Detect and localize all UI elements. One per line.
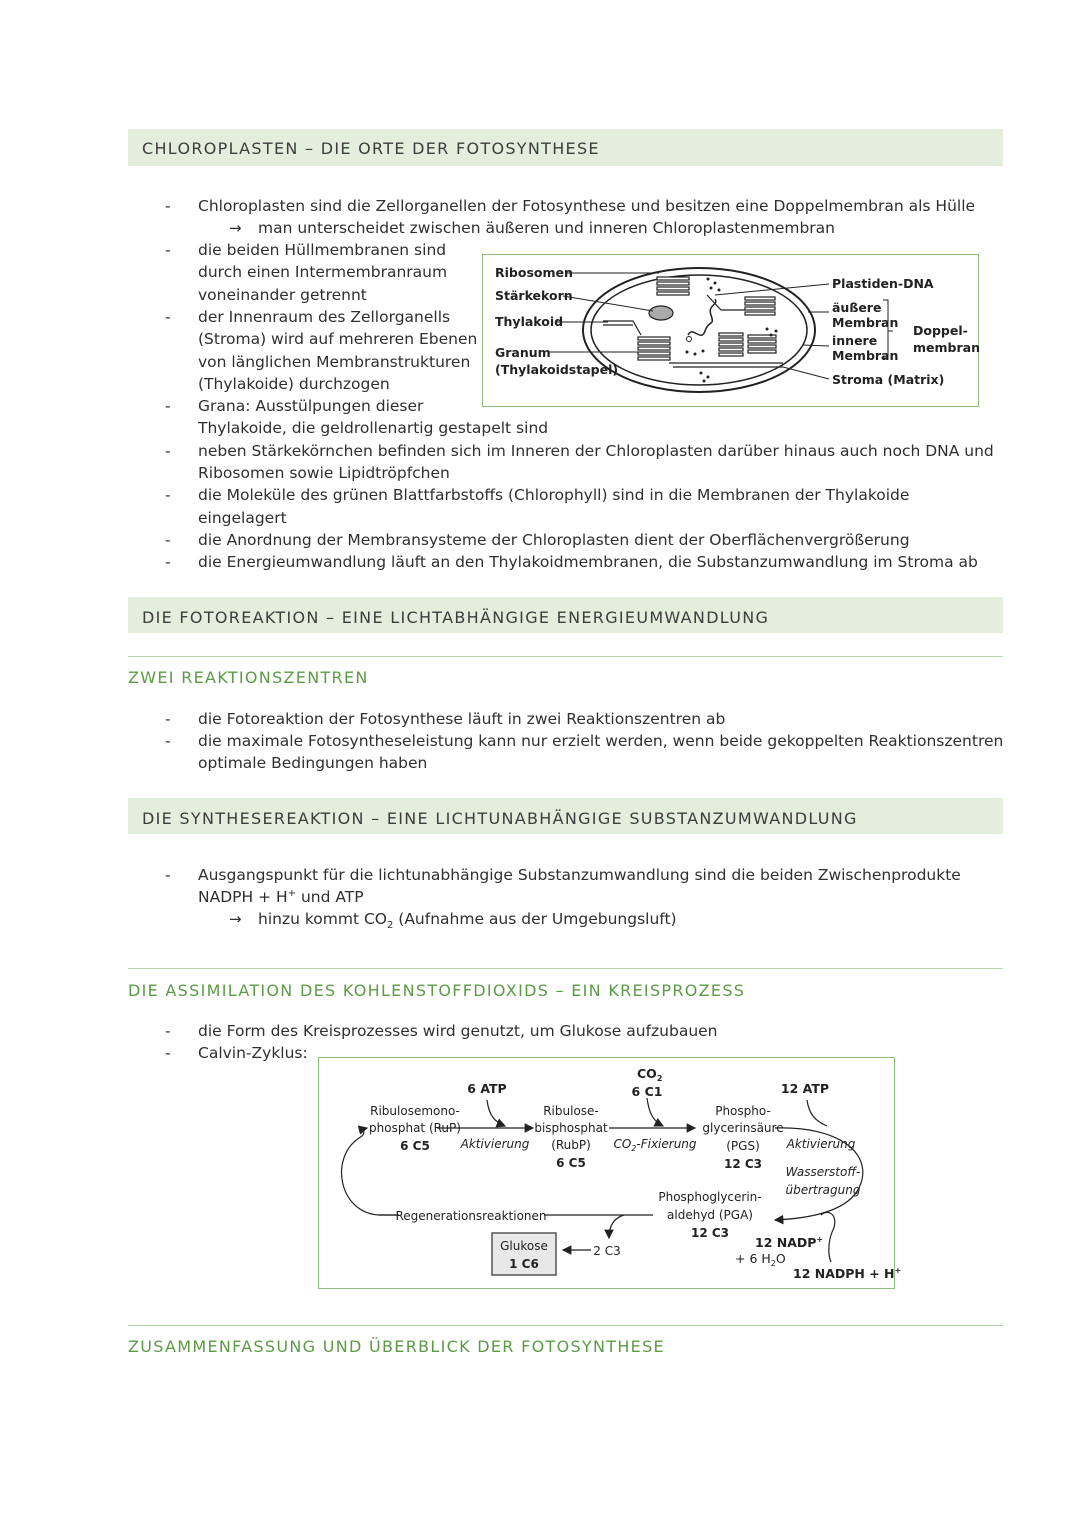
bullet-dash: -	[165, 442, 171, 460]
label-doppel: Doppel-	[913, 323, 968, 338]
granum-stack	[719, 333, 743, 356]
calvin-cycle-illustration	[319, 1058, 902, 1288]
label-rubp: bisphosphat	[534, 1121, 608, 1135]
text-line: (Stroma) wird auf mehreren Ebenen	[198, 330, 478, 348]
divider	[128, 968, 1003, 969]
label-aeussere: äußere	[832, 300, 882, 315]
label-doppelmembran: membran	[913, 340, 980, 355]
calvin-cycle-diagram	[318, 1057, 902, 1289]
section-title: DIE FOTOREAKTION – EINE LICHTABHÄNGIGE ENERGIEUMWANDLUNG	[142, 608, 770, 627]
bullet-dash: -	[165, 397, 171, 415]
text-line: NADPH + H+ und ATP	[198, 888, 364, 907]
bullet-dash: -	[165, 710, 171, 728]
arrow-right-icon: →	[229, 910, 242, 928]
divider	[128, 656, 1003, 657]
text-line: Chloroplasten sind die Zellorganellen der Fotosynthese und besitzen eine Doppelmembran als Hülle	[198, 197, 976, 215]
label-innere: innere	[832, 333, 878, 348]
text-line: Thylakoide, die geldrollenartig gestapelt sind	[198, 419, 549, 437]
bullet-dash: -	[165, 531, 171, 549]
label-wasserstoff: Wasserstoff-	[785, 1165, 861, 1179]
label-rup: Ribulosemono-	[370, 1104, 460, 1118]
label-water: + 6 $H_2O$	[735, 1251, 786, 1268]
subheading-reaktionszentren: ZWEI REAKTIONSZENTREN	[128, 668, 369, 687]
text-line: die Moleküle des grünen Blattfarbstoffs (Chlorophyll) sind in die Membranen der Thylakoide	[198, 486, 910, 504]
label-nadp: 12 NADP+	[755, 1235, 824, 1250]
label-aktivierung: Aktivierung	[786, 1137, 856, 1151]
granum-stack	[745, 297, 775, 315]
bullet-dash: -	[165, 866, 171, 884]
starch-grain	[649, 306, 673, 320]
label-glukose: Glukose	[500, 1239, 548, 1253]
label-6atp: 6 ATP	[467, 1081, 507, 1096]
label-pgs: Phospho-	[715, 1104, 771, 1118]
label-rup: phosphat (RuP)	[369, 1121, 461, 1135]
chloroplast-diagram	[482, 254, 979, 407]
section-title: DIE SYNTHESEREAKTION – EINE LICHTUNABHÄNGIGE SUBSTANZUMWANDLUNG	[142, 809, 858, 828]
label-pgs: (PGS)	[726, 1139, 760, 1153]
text-line: die Energieumwandlung läuft an den Thylakoidmembranen, die Substanzumwandlung im Stroma ab	[198, 553, 978, 571]
text-line: Grana: Ausstülpungen dieser	[198, 397, 424, 415]
granum-stack	[657, 277, 689, 295]
text-line: Ausgangspunkt für die lichtunabhängige Substanzumwandlung sind die beiden Zwischenprodukte	[198, 866, 961, 884]
divider	[128, 1325, 1003, 1326]
section-header-chloroplasten	[128, 129, 1003, 166]
label-2c3: 2 C3	[593, 1244, 621, 1258]
text-line: von länglichen Membranstrukturen	[198, 353, 471, 371]
section-title: CHLOROPLASTEN – DIE ORTE DER FOTOSYNTHESE	[142, 139, 600, 158]
label-membran: Membran	[832, 348, 899, 363]
label-pga: Phosphoglycerin-	[658, 1190, 762, 1204]
section-header-fotoreaktion	[128, 597, 1003, 633]
bullet-dash: -	[165, 1044, 171, 1062]
text-line: Ribosomen sowie Lipidtröpfchen	[198, 464, 450, 482]
bullet-dash: -	[165, 732, 171, 750]
label-rubp: (RubP)	[551, 1138, 591, 1152]
plastid-dna	[688, 299, 716, 335]
granum-stack	[638, 337, 670, 360]
text-line: die Anordnung der Membransysteme der Chloroplasten dient der Oberflächenvergrößerung	[198, 531, 910, 549]
text-line: die Form des Kreisprozesses wird genutzt, um Glukose aufzubauen	[198, 1022, 718, 1040]
label-pga: aldehyd (PGA)	[667, 1208, 753, 1222]
subheading-assimilation: DIE ASSIMILATION DES KOHLENSTOFFDIOXIDS – EIN KREISPROZESS	[128, 981, 746, 1000]
label-12atp: 12 ATP	[780, 1081, 830, 1096]
text-line: man unterscheidet zwischen äußeren und inneren Chloroplastenmembran	[258, 219, 835, 237]
arrow-right-icon: →	[229, 219, 242, 237]
label-wasserstoff: übertragung	[785, 1183, 861, 1197]
bullet-dash: -	[165, 486, 171, 504]
label-1c6: 1 C6	[509, 1257, 539, 1271]
label-rubp: 6 C5	[556, 1156, 586, 1170]
text-line: hinzu kommt $CO_2$ (Aufnahme aus der Umgebungsluft)	[258, 910, 677, 932]
text-line: neben Stärkekörnchen befinden sich im Inneren der Chloroplasten darüber hinaus auch noch DNA und	[198, 442, 994, 460]
label-6c1: 6 C1	[631, 1084, 663, 1099]
text-line: durch einen Intermembranraum	[198, 263, 448, 281]
text-line: die maximale Fotosyntheseleistung kann nur erzielt werden, wenn beide gekoppelten Reaktionszentren	[198, 732, 1004, 750]
label-pga: 12 C3	[690, 1226, 730, 1240]
granum-stack	[748, 335, 776, 353]
label-rup: 6 C5	[400, 1139, 430, 1153]
text-line: die Fotoreaktion der Fotosynthese läuft in zwei Reaktionszentren ab	[198, 710, 726, 728]
label-nadph: 12 NADPH + H+	[793, 1266, 902, 1281]
label-staerkekorn: Stärkekorn	[495, 288, 573, 303]
label-aktivierung: Aktivierung	[460, 1137, 530, 1151]
bullet-dash: -	[165, 197, 171, 215]
label-ribosomen: Ribosomen	[495, 265, 573, 280]
text-line: eingelagert	[198, 509, 287, 527]
label-regeneration: Regenerationsreaktionen	[395, 1209, 547, 1223]
text-line: Calvin-Zyklus:	[198, 1044, 308, 1062]
label-co2-fixierung: $CO_2$-Fixierung	[613, 1137, 697, 1153]
label-stroma: Stroma (Matrix)	[832, 372, 945, 387]
text-line: der Innenraum des Zellorganells	[198, 308, 451, 326]
label-thylakoid: Thylakoid	[495, 314, 564, 329]
inner-membrane	[591, 275, 807, 385]
label-plastiden-dna: Plastiden-DNA	[832, 276, 934, 291]
label-rubp: Ribulose-	[543, 1104, 599, 1118]
text-line: (Thylakoide) durchzogen	[198, 375, 390, 393]
section-header-synthesereaktion	[128, 798, 1003, 834]
text-line: optimale Bedingungen haben	[198, 754, 428, 772]
label-granum: Granum	[495, 345, 551, 360]
label-pgs: glycerinsäure	[702, 1121, 784, 1135]
bullet-dash: -	[165, 308, 171, 326]
bullet-dash: -	[165, 241, 171, 259]
subheading-zusammenfassung: ZUSAMMENFASSUNG UND ÜBERBLICK DER FOTOSYNTHESE	[128, 1337, 665, 1356]
label-membran: Membran	[832, 315, 899, 330]
text-line: voneinander getrennt	[198, 286, 367, 304]
bullet-dash: -	[165, 1022, 171, 1040]
label-co2: $CO_2$	[637, 1066, 663, 1083]
label-pgs: 12 C3	[723, 1157, 763, 1171]
text-line: die beiden Hüllmembranen sind	[198, 241, 447, 259]
label-thylakoidstapel: (Thylakoidstapel)	[495, 362, 619, 377]
bullet-dash: -	[165, 553, 171, 571]
stroma-thylakoid	[603, 295, 783, 367]
chloroplast-illustration	[483, 255, 978, 406]
